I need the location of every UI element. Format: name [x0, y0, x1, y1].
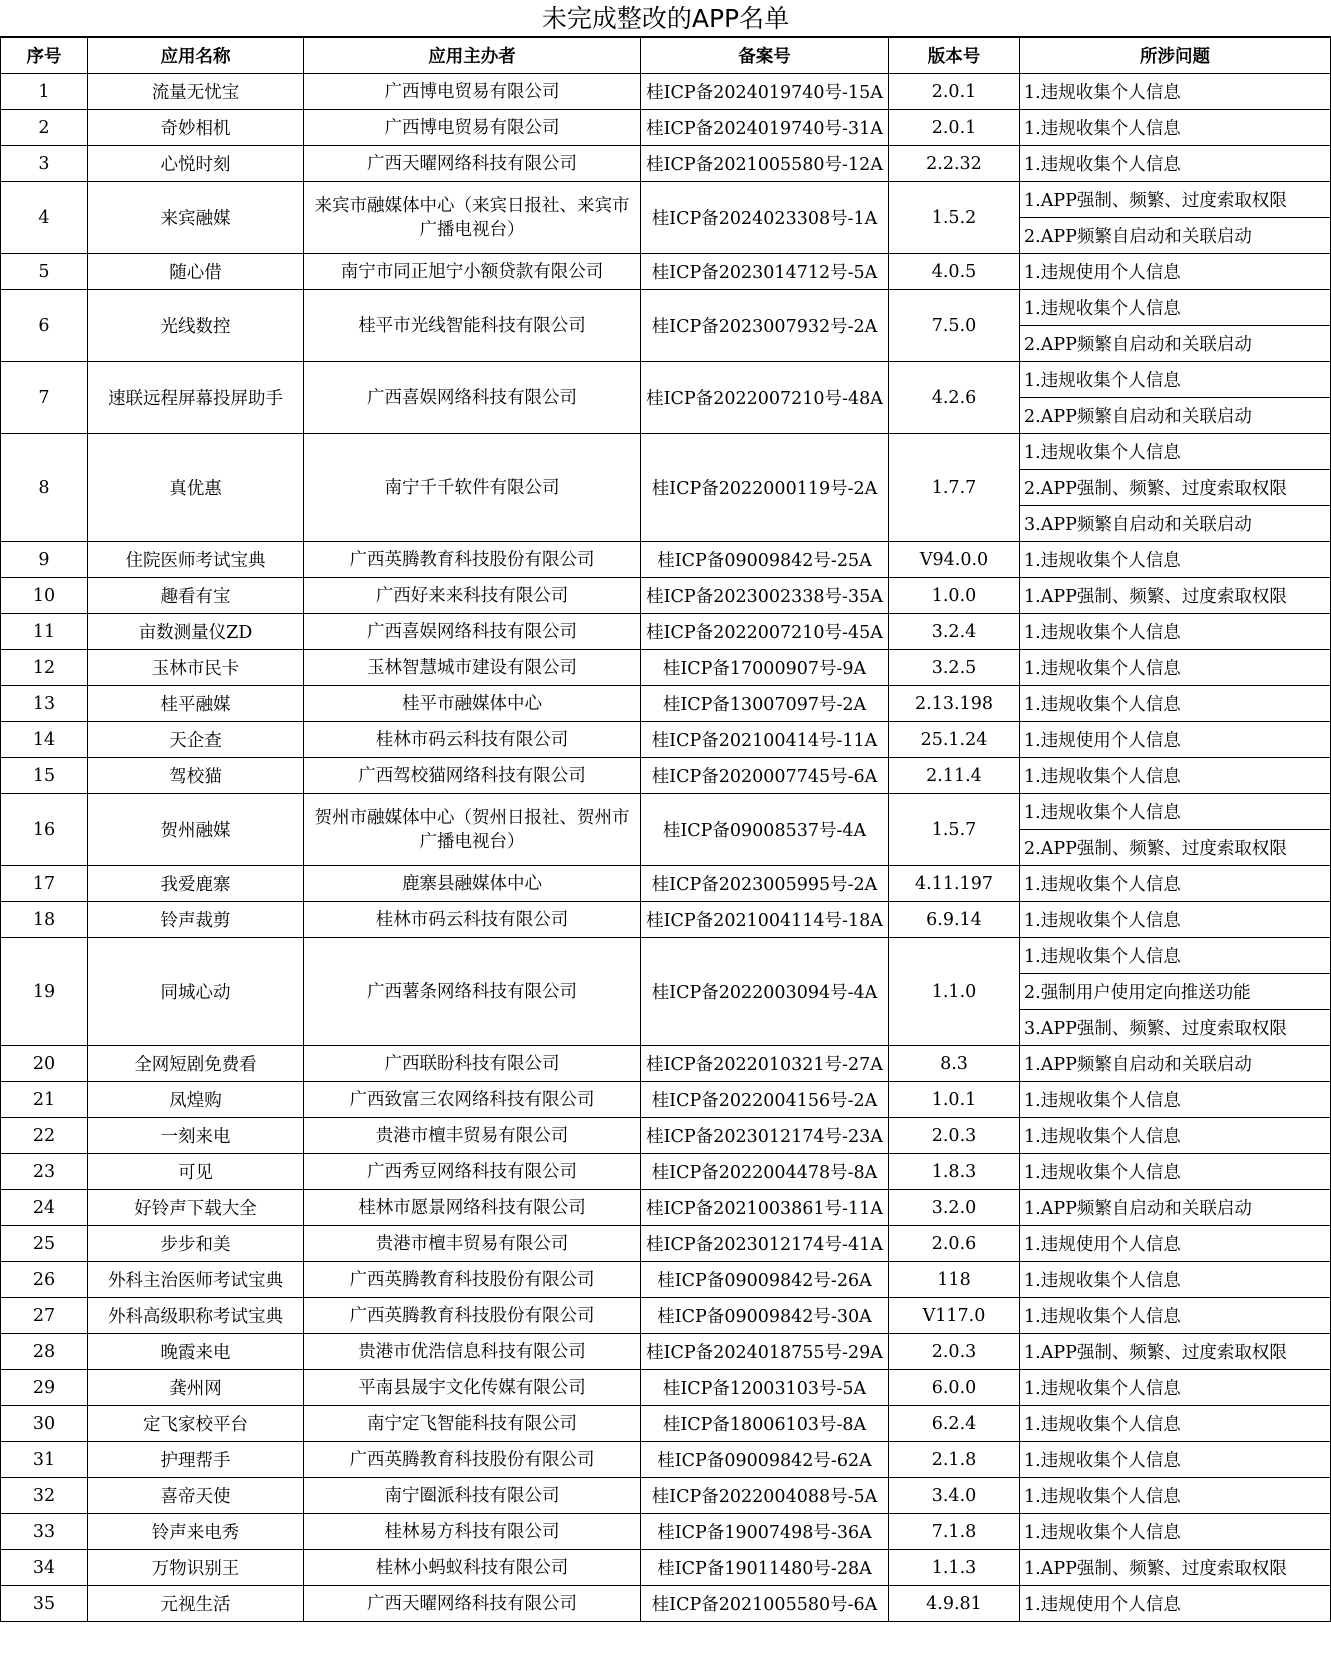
row-no: 10	[1, 578, 88, 614]
row-no: 1	[1, 74, 88, 110]
icp-number: 桂ICP备09009842号-62A	[641, 1442, 889, 1478]
organizer: 广西薯条网络科技有限公司	[304, 938, 641, 1046]
row-no: 2	[1, 110, 88, 146]
problem-item: 1.APP强制、频繁、过度索取权限	[1020, 1550, 1331, 1586]
icp-number: 桂ICP备202100414号-11A	[641, 722, 889, 758]
icp-number: 桂ICP备2020007745号-6A	[641, 758, 889, 794]
app-name: 铃声裁剪	[88, 902, 304, 938]
version: 2.0.1	[889, 110, 1020, 146]
row-no: 3	[1, 146, 88, 182]
version: 2.1.8	[889, 1442, 1020, 1478]
problem-item: 1.违规收集个人信息	[1020, 1406, 1331, 1442]
app-name: 亩数测量仪ZD	[88, 614, 304, 650]
organizer: 广西博电贸易有限公司	[304, 74, 641, 110]
icp-number: 桂ICP备13007097号-2A	[641, 686, 889, 722]
version: 7.5.0	[889, 290, 1020, 362]
row-no: 7	[1, 362, 88, 434]
organizer: 广西秀豆网络科技有限公司	[304, 1154, 641, 1190]
icp-number: 桂ICP备2024019740号-31A	[641, 110, 889, 146]
icp-number: 桂ICP备2024018755号-29A	[641, 1334, 889, 1370]
icp-number: 桂ICP备2024023308号-1A	[641, 182, 889, 254]
row-no: 8	[1, 434, 88, 542]
table-row	[1, 1442, 1331, 1478]
icp-number: 桂ICP备2021003861号-11A	[641, 1190, 889, 1226]
problem-item: 1.违规收集个人信息	[1020, 794, 1331, 830]
problem-item: 1.违规收集个人信息	[1020, 1262, 1331, 1298]
problem-item: 1.APP强制、频繁、过度索取权限	[1020, 182, 1331, 218]
row-no: 30	[1, 1406, 88, 1442]
icp-number: 桂ICP备2021004114号-18A	[641, 902, 889, 938]
problem-item: 1.违规收集个人信息	[1020, 74, 1331, 110]
table-row	[1, 794, 1331, 830]
table-row	[1, 650, 1331, 686]
problem-item: 1.违规使用个人信息	[1020, 254, 1331, 290]
icp-number: 桂ICP备2022004088号-5A	[641, 1478, 889, 1514]
version: 3.2.0	[889, 1190, 1020, 1226]
organizer: 南宁圈派科技有限公司	[304, 1478, 641, 1514]
organizer: 南宁定飞智能科技有限公司	[304, 1406, 641, 1442]
row-no: 19	[1, 938, 88, 1046]
version: 1.7.7	[889, 434, 1020, 542]
problem-item: 2.APP频繁自启动和关联启动	[1020, 326, 1331, 362]
app-name: 万物识别王	[88, 1550, 304, 1586]
version: 1.5.7	[889, 794, 1020, 866]
table-row	[1, 1154, 1331, 1190]
version: 3.2.4	[889, 614, 1020, 650]
row-no: 26	[1, 1262, 88, 1298]
version: 1.5.2	[889, 182, 1020, 254]
table-row	[1, 614, 1331, 650]
table-row	[1, 542, 1331, 578]
problem-item: 1.违规收集个人信息	[1020, 866, 1331, 902]
version: 4.9.81	[889, 1586, 1020, 1622]
organizer: 广西致富三农网络科技有限公司	[304, 1082, 641, 1118]
table-row	[1, 254, 1331, 290]
version: 25.1.24	[889, 722, 1020, 758]
app-name: 一刻来电	[88, 1118, 304, 1154]
organizer: 桂林市愿景网络科技有限公司	[304, 1190, 641, 1226]
problem-item: 1.违规收集个人信息	[1020, 362, 1331, 398]
app-name: 好铃声下载大全	[88, 1190, 304, 1226]
version: 1.0.1	[889, 1082, 1020, 1118]
icp-number: 桂ICP备12003103号-5A	[641, 1370, 889, 1406]
problem-item: 1.违规收集个人信息	[1020, 110, 1331, 146]
problem-item: 1.违规使用个人信息	[1020, 1226, 1331, 1262]
version: V94.0.0	[889, 542, 1020, 578]
table-row	[1, 1190, 1331, 1226]
app-name: 驾校猫	[88, 758, 304, 794]
table-row	[1, 146, 1331, 182]
icp-number: 桂ICP备19007498号-36A	[641, 1514, 889, 1550]
row-no: 21	[1, 1082, 88, 1118]
row-no: 17	[1, 866, 88, 902]
icp-number: 桂ICP备2023005995号-2A	[641, 866, 889, 902]
problem-item: 1.违规收集个人信息	[1020, 1118, 1331, 1154]
version: V117.0	[889, 1298, 1020, 1334]
row-no: 23	[1, 1154, 88, 1190]
app-name: 天企查	[88, 722, 304, 758]
row-no: 9	[1, 542, 88, 578]
organizer: 广西天曜网络科技有限公司	[304, 1586, 641, 1622]
problem-item: 1.违规收集个人信息	[1020, 1370, 1331, 1406]
icp-number: 桂ICP备2021005580号-6A	[641, 1586, 889, 1622]
table-row	[1, 1478, 1331, 1514]
header-organizer: 应用主办者	[304, 38, 641, 74]
problem-item: 1.违规收集个人信息	[1020, 290, 1331, 326]
problem-item: 1.违规收集个人信息	[1020, 614, 1331, 650]
problem-item: 2.APP频繁自启动和关联启动	[1020, 218, 1331, 254]
organizer: 贺州市融媒体中心（贺州日报社、贺州市广播电视台）	[304, 794, 641, 866]
table-row	[1, 578, 1331, 614]
table-row	[1, 1370, 1331, 1406]
problem-item: 1.违规收集个人信息	[1020, 758, 1331, 794]
version: 1.0.0	[889, 578, 1020, 614]
version: 1.1.3	[889, 1550, 1020, 1586]
organizer: 桂林市码云科技有限公司	[304, 902, 641, 938]
organizer: 广西英腾教育科技股份有限公司	[304, 1262, 641, 1298]
icp-number: 桂ICP备09009842号-26A	[641, 1262, 889, 1298]
version: 3.4.0	[889, 1478, 1020, 1514]
version: 2.0.1	[889, 74, 1020, 110]
version: 4.0.5	[889, 254, 1020, 290]
version: 2.0.3	[889, 1118, 1020, 1154]
header-app-name: 应用名称	[88, 38, 304, 74]
icp-number: 桂ICP备2023007932号-2A	[641, 290, 889, 362]
page-title: 未完成整改的APP名单	[0, 0, 1331, 37]
organizer: 贵港市檀丰贸易有限公司	[304, 1118, 641, 1154]
organizer: 南宁市同正旭宁小额贷款有限公司	[304, 254, 641, 290]
table-row	[1, 1406, 1331, 1442]
icp-number: 桂ICP备19011480号-28A	[641, 1550, 889, 1586]
problem-item: 1.APP频繁自启动和关联启动	[1020, 1190, 1331, 1226]
row-no: 24	[1, 1190, 88, 1226]
organizer: 鹿寨县融媒体中心	[304, 866, 641, 902]
app-name: 趣看有宝	[88, 578, 304, 614]
table-row	[1, 182, 1331, 218]
icp-number: 桂ICP备2021005580号-12A	[641, 146, 889, 182]
problem-item: 1.违规收集个人信息	[1020, 938, 1331, 974]
version: 7.1.8	[889, 1514, 1020, 1550]
problem-item: 2.强制用户使用定向推送功能	[1020, 974, 1331, 1010]
row-no: 27	[1, 1298, 88, 1334]
problem-item: 1.违规收集个人信息	[1020, 542, 1331, 578]
row-no: 5	[1, 254, 88, 290]
row-no: 6	[1, 290, 88, 362]
version: 6.2.4	[889, 1406, 1020, 1442]
app-name: 定飞家校平台	[88, 1406, 304, 1442]
icp-number: 桂ICP备2023012174号-23A	[641, 1118, 889, 1154]
row-no: 25	[1, 1226, 88, 1262]
app-name: 铃声来电秀	[88, 1514, 304, 1550]
organizer: 广西好来来科技有限公司	[304, 578, 641, 614]
version: 2.13.198	[889, 686, 1020, 722]
row-no: 29	[1, 1370, 88, 1406]
row-no: 28	[1, 1334, 88, 1370]
version: 8.3	[889, 1046, 1020, 1082]
row-no: 15	[1, 758, 88, 794]
problem-item: 1.违规收集个人信息	[1020, 650, 1331, 686]
version: 4.11.197	[889, 866, 1020, 902]
table-row	[1, 1298, 1331, 1334]
table-header-row	[1, 38, 1331, 74]
app-name: 全网短剧免费看	[88, 1046, 304, 1082]
row-no: 16	[1, 794, 88, 866]
row-no: 33	[1, 1514, 88, 1550]
problem-item: 2.APP强制、频繁、过度索取权限	[1020, 830, 1331, 866]
problem-item: 2.APP强制、频繁、过度索取权限	[1020, 470, 1331, 506]
icp-number: 桂ICP备2022004156号-2A	[641, 1082, 889, 1118]
app-name: 住院医师考试宝典	[88, 542, 304, 578]
version: 118	[889, 1262, 1020, 1298]
icp-number: 桂ICP备2022004478号-8A	[641, 1154, 889, 1190]
problem-item: 2.APP频繁自启动和关联启动	[1020, 398, 1331, 434]
icp-number: 桂ICP备09009842号-25A	[641, 542, 889, 578]
organizer: 广西博电贸易有限公司	[304, 110, 641, 146]
icp-number: 桂ICP备2024019740号-15A	[641, 74, 889, 110]
header-no: 序号	[1, 38, 88, 74]
problem-item: 1.违规收集个人信息	[1020, 1154, 1331, 1190]
organizer: 广西驾校猫网络科技有限公司	[304, 758, 641, 794]
app-name: 心悦时刻	[88, 146, 304, 182]
organizer: 平南县晟宇文化传媒有限公司	[304, 1370, 641, 1406]
table-row	[1, 1118, 1331, 1154]
app-name: 同城心动	[88, 938, 304, 1046]
table-row	[1, 722, 1331, 758]
version: 1.1.0	[889, 938, 1020, 1046]
app-name: 随心借	[88, 254, 304, 290]
table-row	[1, 1334, 1331, 1370]
table-row	[1, 686, 1331, 722]
problem-item: 3.APP强制、频繁、过度索取权限	[1020, 1010, 1331, 1046]
organizer: 广西天曜网络科技有限公司	[304, 146, 641, 182]
icp-number: 桂ICP备18006103号-8A	[641, 1406, 889, 1442]
version: 4.2.6	[889, 362, 1020, 434]
version: 6.0.0	[889, 1370, 1020, 1406]
row-no: 4	[1, 182, 88, 254]
row-no: 11	[1, 614, 88, 650]
organizer: 桂林易方科技有限公司	[304, 1514, 641, 1550]
app-name: 玉林市民卡	[88, 650, 304, 686]
table-row	[1, 1262, 1331, 1298]
organizer: 桂林市码云科技有限公司	[304, 722, 641, 758]
organizer: 广西喜娱网络科技有限公司	[304, 614, 641, 650]
organizer: 来宾市融媒体中心（来宾日报社、来宾市广播电视台）	[304, 182, 641, 254]
table-row	[1, 1082, 1331, 1118]
app-name: 晚霞来电	[88, 1334, 304, 1370]
problem-item: 1.违规使用个人信息	[1020, 722, 1331, 758]
problem-item: 1.违规收集个人信息	[1020, 1442, 1331, 1478]
row-no: 22	[1, 1118, 88, 1154]
problem-item: 1.违规收集个人信息	[1020, 1298, 1331, 1334]
icp-number: 桂ICP备2023002338号-35A	[641, 578, 889, 614]
version: 3.2.5	[889, 650, 1020, 686]
icp-number: 桂ICP备09008537号-4A	[641, 794, 889, 866]
row-no: 18	[1, 902, 88, 938]
table-row	[1, 362, 1331, 398]
row-no: 35	[1, 1586, 88, 1622]
app-name: 凤煌购	[88, 1082, 304, 1118]
row-no: 14	[1, 722, 88, 758]
problem-item: 1.APP强制、频繁、过度索取权限	[1020, 578, 1331, 614]
organizer: 广西英腾教育科技股份有限公司	[304, 1298, 641, 1334]
app-name: 真优惠	[88, 434, 304, 542]
icp-number: 桂ICP备2022000119号-2A	[641, 434, 889, 542]
organizer: 南宁千千软件有限公司	[304, 434, 641, 542]
app-name: 流量无忧宝	[88, 74, 304, 110]
icp-number: 桂ICP备2022010321号-27A	[641, 1046, 889, 1082]
app-name: 贺州融媒	[88, 794, 304, 866]
table-row	[1, 866, 1331, 902]
problem-item: 1.APP频繁自启动和关联启动	[1020, 1046, 1331, 1082]
version: 1.8.3	[889, 1154, 1020, 1190]
header-problems: 所涉问题	[1020, 38, 1331, 74]
app-list-table	[0, 37, 1331, 1622]
row-no: 34	[1, 1550, 88, 1586]
version: 2.0.6	[889, 1226, 1020, 1262]
app-name: 奇妙相机	[88, 110, 304, 146]
app-name: 外科高级职称考试宝典	[88, 1298, 304, 1334]
organizer: 贵港市檀丰贸易有限公司	[304, 1226, 641, 1262]
problem-item: 1.APP强制、频繁、过度索取权限	[1020, 1334, 1331, 1370]
app-name: 桂平融媒	[88, 686, 304, 722]
header-icp: 备案号	[641, 38, 889, 74]
problem-item: 1.违规收集个人信息	[1020, 146, 1331, 182]
row-no: 31	[1, 1442, 88, 1478]
app-name: 可见	[88, 1154, 304, 1190]
organizer: 广西喜娱网络科技有限公司	[304, 362, 641, 434]
table-row	[1, 758, 1331, 794]
version: 2.2.32	[889, 146, 1020, 182]
app-name: 步步和美	[88, 1226, 304, 1262]
problem-item: 1.违规收集个人信息	[1020, 434, 1331, 470]
icp-number: 桂ICP备2023014712号-5A	[641, 254, 889, 290]
problem-item: 1.违规收集个人信息	[1020, 686, 1331, 722]
organizer: 广西英腾教育科技股份有限公司	[304, 542, 641, 578]
app-name: 来宾融媒	[88, 182, 304, 254]
problem-item: 1.违规收集个人信息	[1020, 1514, 1331, 1550]
app-name: 光线数控	[88, 290, 304, 362]
table-row	[1, 1514, 1331, 1550]
organizer: 桂平市光线智能科技有限公司	[304, 290, 641, 362]
table-row	[1, 1226, 1331, 1262]
icp-number: 桂ICP备2022007210号-48A	[641, 362, 889, 434]
row-no: 20	[1, 1046, 88, 1082]
table-row	[1, 902, 1331, 938]
table-row	[1, 1586, 1331, 1622]
organizer: 贵港市优浩信息科技有限公司	[304, 1334, 641, 1370]
row-no: 32	[1, 1478, 88, 1514]
organizer: 广西联盼科技有限公司	[304, 1046, 641, 1082]
organizer: 桂林小蚂蚁科技有限公司	[304, 1550, 641, 1586]
icp-number: 桂ICP备2023012174号-41A	[641, 1226, 889, 1262]
app-name: 速联远程屏幕投屏助手	[88, 362, 304, 434]
version: 6.9.14	[889, 902, 1020, 938]
table-row	[1, 1550, 1331, 1586]
app-name: 喜帝天使	[88, 1478, 304, 1514]
row-no: 13	[1, 686, 88, 722]
problem-item: 1.违规收集个人信息	[1020, 1082, 1331, 1118]
row-no: 12	[1, 650, 88, 686]
table-row	[1, 434, 1331, 470]
organizer: 广西英腾教育科技股份有限公司	[304, 1442, 641, 1478]
organizer: 玉林智慧城市建设有限公司	[304, 650, 641, 686]
table-row	[1, 74, 1331, 110]
version: 2.11.4	[889, 758, 1020, 794]
icp-number: 桂ICP备17000907号-9A	[641, 650, 889, 686]
table-row	[1, 110, 1331, 146]
icp-number: 桂ICP备2022003094号-4A	[641, 938, 889, 1046]
app-name: 龚州网	[88, 1370, 304, 1406]
organizer: 桂平市融媒体中心	[304, 686, 641, 722]
app-name: 护理帮手	[88, 1442, 304, 1478]
problem-item: 1.违规使用个人信息	[1020, 1586, 1331, 1622]
problem-item: 1.违规收集个人信息	[1020, 902, 1331, 938]
problem-item: 3.APP频繁自启动和关联启动	[1020, 506, 1331, 542]
app-name: 我爱鹿寨	[88, 866, 304, 902]
version: 2.0.3	[889, 1334, 1020, 1370]
table-row	[1, 1046, 1331, 1082]
header-version: 版本号	[889, 38, 1020, 74]
icp-number: 桂ICP备09009842号-30A	[641, 1298, 889, 1334]
app-name: 元视生活	[88, 1586, 304, 1622]
problem-item: 1.违规收集个人信息	[1020, 1478, 1331, 1514]
table-row	[1, 290, 1331, 326]
icp-number: 桂ICP备2022007210号-45A	[641, 614, 889, 650]
app-name: 外科主治医师考试宝典	[88, 1262, 304, 1298]
